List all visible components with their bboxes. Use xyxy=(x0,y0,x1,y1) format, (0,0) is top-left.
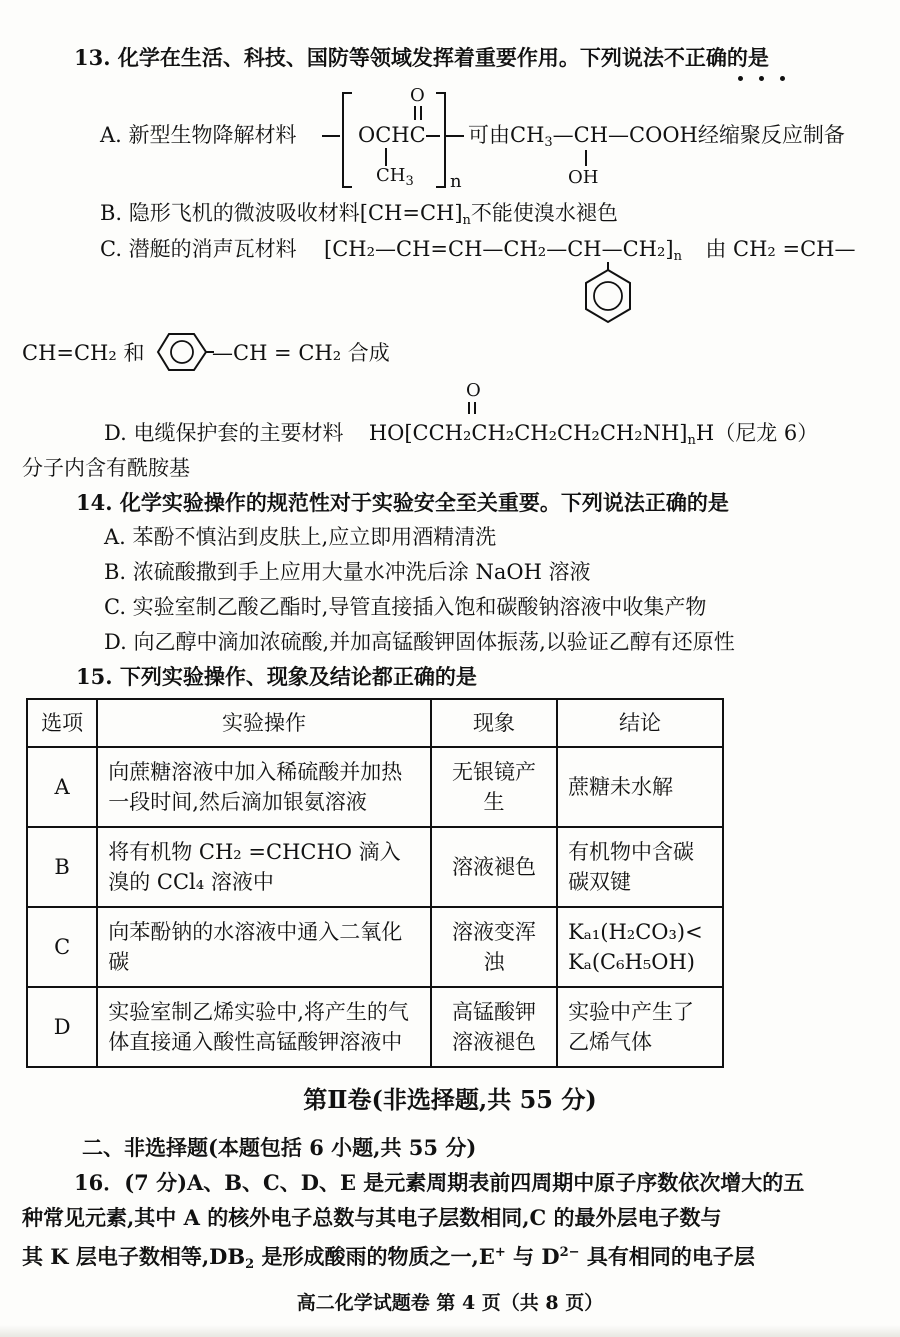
q14-option-b: B. 浓硫酸撒到手上应用大量水冲洗后涂 NaOH 溶液 xyxy=(104,560,591,584)
table-header: 结论 xyxy=(557,699,723,747)
q16-line3: 其 K 层电子数相等$,DB_2$ 是形成酸雨的物质之一,E+ 与 $D^{2-}$ 具有相同的电子层 xyxy=(22,1244,755,1272)
chain-bond xyxy=(446,135,464,137)
nylon-formula: HO[CCH₂CH₂CH₂CH₂CH₂NH] xyxy=(368,421,688,445)
methyl-bond xyxy=(385,148,387,166)
q13-stem-end: 的是 xyxy=(726,45,769,70)
hydroxyl-bond xyxy=(585,150,587,166)
conclusion-cell: 有机物中含碳碳双键 xyxy=(557,827,723,907)
methyl-group: $CH_3$ xyxy=(376,165,414,189)
table-row xyxy=(27,987,723,1067)
q13-option-b-polymer: [CH=CH] xyxy=(359,201,463,225)
conclusion-cell: 蔗糖未水解 xyxy=(557,747,723,827)
option-cell: B xyxy=(27,827,97,907)
operation-cell: 将有机物 CH₂ =CHCHO 滴入溴的 CCl₄ 溶液中 xyxy=(97,827,431,907)
hydroxyl-group: OH xyxy=(568,167,599,188)
q13-option-a-suffix: 可由$CH_3—CH—COOH$经缩聚反应制备 xyxy=(468,123,845,150)
right-bracket xyxy=(436,92,446,188)
q14-option-c: C. 实验室制乙酸乙酯时,导管直接插入饱和碳酸钠溶液中收集产物 xyxy=(104,595,707,619)
carbonyl-o: O xyxy=(466,380,481,401)
q13-stem-text: 13. 化学在生活、科技、国防等领域发挥着重要作用。下列说法 xyxy=(74,45,664,70)
benzene-ring-icon xyxy=(580,262,636,326)
double-bond-left xyxy=(414,106,416,120)
conclusion-cell: Kₐ₁(H₂CO₃)< Kₐ(C₆H₅OH) xyxy=(557,907,723,987)
q16-line2: 种常见元素,其中 A 的核外电子总数与其电子层数相同,C 的最外层电子数与 xyxy=(22,1205,722,1230)
page-footer: 高二化学试题卷 第 4 页（共 8 页） xyxy=(296,1292,604,1314)
q13-option-c-line2 xyxy=(22,340,144,366)
repeat-count: n xyxy=(462,213,471,228)
table-row xyxy=(27,907,723,987)
option-cell: D xyxy=(27,987,97,1067)
repeat-count: n xyxy=(673,249,682,264)
q16-line1: 16．(7 分)A、B、C、D、E 是元素周期表前四周期中原子序数依次增大的五 xyxy=(74,1170,805,1195)
emphasis-dot xyxy=(759,76,764,81)
q13-option-c-end: 由 CH₂ =CH— xyxy=(705,237,856,261)
emphasis-dot xyxy=(738,76,743,81)
table-header: 实验操作 xyxy=(97,699,431,747)
q15-stem: 15. 下列实验操作、现象及结论都正确的是 xyxy=(76,664,477,689)
benzene-ring-icon xyxy=(156,330,214,374)
repeat-count: n xyxy=(450,171,462,192)
section-title: 第Ⅱ卷(非选择题,共 55 分) xyxy=(303,1085,597,1114)
conclusion-cell: 实验中产生了乙烯气体 xyxy=(557,987,723,1067)
scan-edge xyxy=(0,1325,900,1337)
section-part-heading: 二、非选择题(本题包括 6 小题,共 55 分) xyxy=(82,1135,477,1160)
q13-stem xyxy=(74,45,769,71)
left-bracket xyxy=(342,92,352,188)
table-header: 选项 xyxy=(27,699,97,747)
q13-option-a-prefix: A. 新型生物降解材料 xyxy=(100,123,297,147)
q13-option-b-end: 不能使溴水褪色 xyxy=(470,201,618,225)
option-cell: C xyxy=(27,907,97,987)
q13-stem-emphasis: 不正确 xyxy=(663,45,727,70)
q13-option-c xyxy=(100,236,855,270)
table-row xyxy=(27,747,723,827)
q13-option-c-line2-a: CH=CH₂ 和 xyxy=(22,341,145,365)
double-bond-right xyxy=(474,402,476,414)
double-bond-left xyxy=(468,402,470,414)
phenomenon-cell: 溶液褪色 xyxy=(431,827,557,907)
table-header: 现象 xyxy=(431,699,557,747)
operation-cell: 实验室制乙烯实验中,将产生的气体直接通入酸性高锰酸钾溶液中 xyxy=(97,987,431,1067)
nylon-formula-end: H（尼龙 6） xyxy=(695,421,819,445)
q13-option-d-line2: 分子内含有酰胺基 xyxy=(22,456,190,480)
q14-option-a: A. 苯酚不慎沾到皮肤上,应立即用酒精清洗 xyxy=(104,525,497,549)
q13-option-d-text: D. 电缆保护套的主要材料 xyxy=(104,421,344,445)
repeat-unit: OCHC xyxy=(358,123,426,147)
q13-option-d xyxy=(104,420,818,454)
q13-option-b xyxy=(100,200,618,234)
q14-option-d: D. 向乙醇中滴加浓硫酸,并加高锰酸钾固体振荡,以验证乙醇有还原性 xyxy=(104,630,735,654)
chain-bond xyxy=(322,135,340,137)
carbonyl-o: O xyxy=(410,85,425,106)
phenomenon-cell: 无银镜产生 xyxy=(431,747,557,827)
q13-option-c-text: C. 潜艇的消声瓦材料 xyxy=(100,237,297,261)
repeat-count: n xyxy=(687,433,696,448)
phenomenon-cell: 溶液变浑浊 xyxy=(431,907,557,987)
q14-stem: 14. 化学实验操作的规范性对于实验安全至关重要。下列说法正确的是 xyxy=(76,490,729,515)
q13-option-c-polymer: [CH₂—CH=CH—CH₂—CH—CH₂] xyxy=(324,237,674,261)
option-cell: A xyxy=(27,747,97,827)
emphasis-dot xyxy=(780,76,785,81)
phenomenon-cell: 高锰酸钾溶液褪色 xyxy=(431,987,557,1067)
q13-option-b-text: B. 隐形飞机的微波吸收材料 xyxy=(100,201,360,225)
operation-cell: 向蔗糖溶液中加入稀硫酸并加热一段时间,然后滴加银氨溶液 xyxy=(97,747,431,827)
table-row xyxy=(27,827,723,907)
q13-option-c-line2-b: —CH = CH₂ 合成 xyxy=(212,341,390,365)
double-bond-right xyxy=(420,106,422,120)
operation-cell: 向苯酚钠的水溶液中通入二氧化碳 xyxy=(97,907,431,987)
table-header-row xyxy=(27,699,723,747)
q15-table xyxy=(26,698,724,1068)
